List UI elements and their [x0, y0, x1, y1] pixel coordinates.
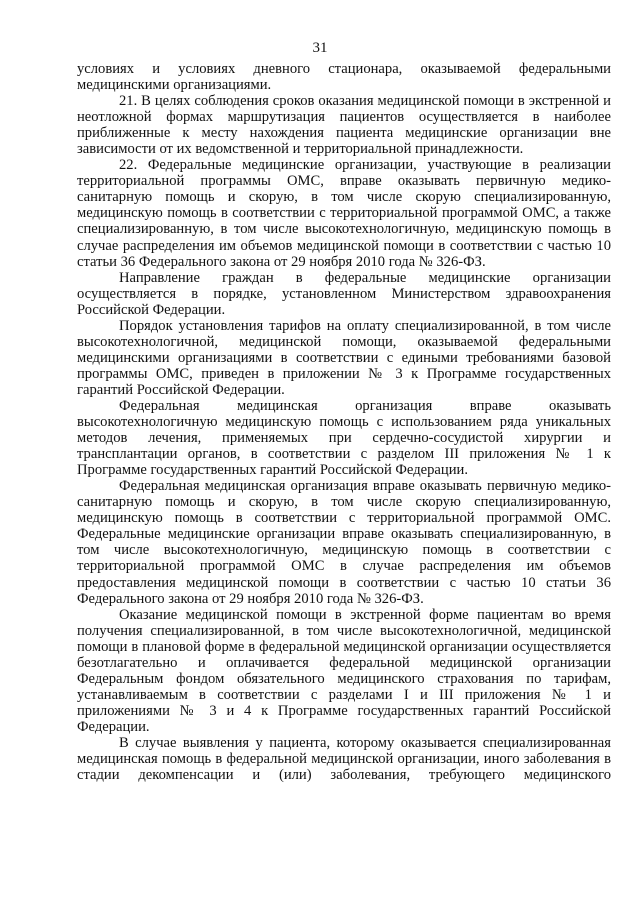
paragraph-emergency-care: Оказание медицинской помощи в экстренной форме пациентам во время получения специализированной, в том числе высокотехнологичной, медицинской помощи в плановой форме в федеральной медицинской организации осуществляется безотлагательно и оплачивается федеральной медицинской организации Федеральным фондом обязательного медицинского страхования по тарифам, устанавливаемым в соответствии с разделами I и III приложения № 1 и приложениями № 3 и 4 к Программе государственных гарантий Российской Федерации.: [77, 606, 611, 735]
paragraph-high-tech-care: Федеральная медицинская организация вправе оказывать высокотехнологичную медицинскую помощь с использованием ряда уникальных методов лечения, применяемых при сердечно-сосудистой хирургии и трансплантации органов, в соответствии с разделом III приложения № 1 к Программе государственных гарантий Российской Федерации.: [77, 397, 611, 479]
paragraph-clause-21: 21. В целях соблюдения сроков оказания медицинской помощи в экстренной и неотложной формах маршрутизация пациентов осуществляется в наиболее приближенные к месту нахождения пациента медицинские организации вне зависимости от их ведомственной и территориальной принадлежности.: [77, 93, 611, 158]
paragraph-continuation: условиях и условиях дневного стационара, оказываемой федеральными медицинскими организациями.: [77, 61, 611, 94]
paragraph-clause-22: 22. Федеральные медицинские организации, участвующие в реализации территориальной программы ОМС, вправе оказывать первичную медико-санитарную помощь и скорую, в том числе скорую специализированную, медицинскую помощь в соответствии с территориальной программой ОМС, а также специализированную, в том числе высокотехнологичную, медицинскую помощь в случае распределения им объемов медицинской помощи в соответствии с частью 10 статьи 36 Федерального закона от 29 ноября 2010 года № 326-ФЗ.: [77, 157, 611, 270]
paragraph-primary-care: Федеральная медицинская организация вправе оказывать первичную медико-санитарную помощь и скорую, в том числе скорую специализированную, медицинскую помощь в соответствии с территориальной программой ОМС. Федеральные медицинские организации вправе оказывать специализированную, в том числе высокотехнологичную, медицинскую помощь в соответствии с территориальной программой ОМС в случае распределения им объемов предоставления медицинской помощи в соответствии с частью 10 статьи 36 Федерального закона от 29 ноября 2010 года № 326-ФЗ.: [77, 478, 611, 607]
paragraph-referral: Направление граждан в федеральные медицинские организации осуществляется в порядке, установленном Министерством здравоохранения Российской Федерации.: [77, 269, 611, 318]
paragraph-tariffs: Порядок установления тарифов на оплату специализированной, в том числе высокотехнологичной, медицинской помощи, оказываемой федеральными медицинскими организациями в соответствии с едиными требованиями базовой программы ОМС, приведен в приложении № 3 к Программе государственных гарантий Российской Федерации.: [77, 317, 611, 398]
page-number: 31: [312, 40, 328, 56]
page-body: [77, 61, 611, 783]
paragraph-other-disease: В случае выявления у пациента, которому оказывается специализированная медицинская помощь в федеральной медицинской организации, иного заболевания в стадии декомпенсации и (или) заболевания, требующего медицинского: [77, 734, 611, 784]
